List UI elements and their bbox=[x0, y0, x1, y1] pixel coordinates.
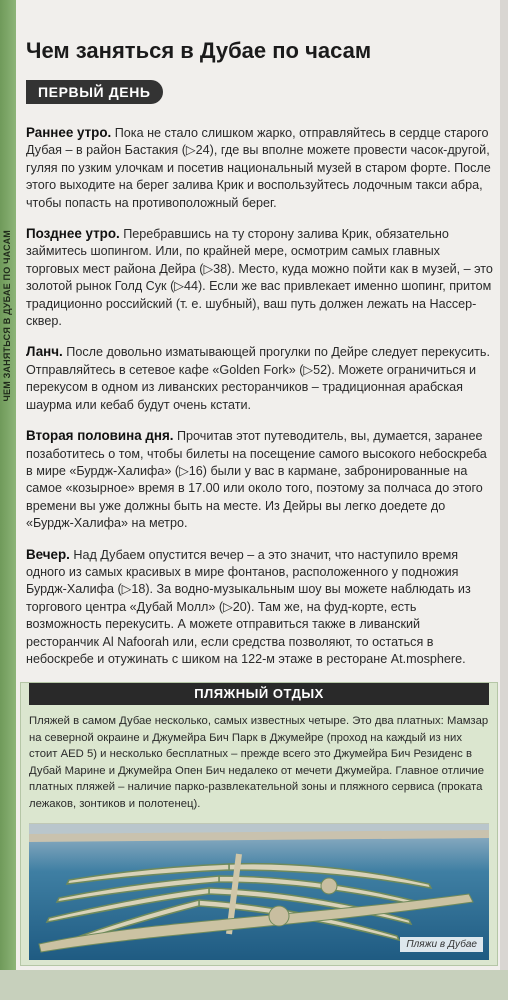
bottom-band bbox=[0, 970, 508, 1000]
palm-island-photo bbox=[29, 823, 489, 960]
page-title: Чем заняться в Дубае по часам bbox=[26, 38, 372, 63]
paragraph-heading: Вторая половина дня. bbox=[26, 428, 174, 444]
beach-sidebar bbox=[20, 682, 498, 966]
paragraph-early-morning bbox=[26, 124, 494, 212]
paragraph-text: Пока не стало слишком жарко, отправляйтесь в сердце старого Дубая – в район Бастакия (▷24), где вы вполне можете провести часок-другой, гуляя по узким улочкам и посетив национальный музей в старом форте. После этого выходите на берег залива Крик и воспользуйтесь лодочным такси абра, чтобы попасть на противоположный берег. bbox=[26, 126, 491, 210]
paragraph-text: После довольно изматывающей прогулки по Дейре следует перекусить. Отправляйтесь в сетевое кафе «Golden Fork» (▷52). Можете ограничиться и перекусом в одном из ливанских ресторанчиков – традиционная арабская шаурма или кебаб будут очень кстати. bbox=[26, 345, 490, 412]
paragraph-heading: Раннее утро. bbox=[26, 125, 112, 140]
day-badge: ПЕРВЫЙ ДЕНЬ bbox=[26, 80, 163, 104]
photo-caption: Пляжи в Дубае bbox=[400, 937, 483, 952]
paragraph-text: Прочитав этот путеводитель, вы, думается, заранее позаботитесь о том, чтобы билеты на посещение самого высокого небоскреба в мире «Бурдж-Халифа» (▷16) были у вас в кармане, забронированные на самое «козырное» время в 17.00 или около того, поэтому за полчаса до этого времени вы уже должны быть на месте. Из Дейры вы легко доедете до «Бурдж-Халифа» на метро. bbox=[26, 429, 487, 531]
paragraph-heading: Позднее утро. bbox=[26, 226, 120, 242]
paragraph-text: Над Дубаем опустится вечер – а это значит, что наступило время одного из самых красивых в мире фонтанов, расположенного у подножия Бурдж-Халифа (▷18). За водно-музыкальным шоу вы можете наблюдать из торгового центра «Дубай Молл» (▷20). Там же, на фуд-корте, есть возможность перекусить. А можете отправиться также в ливанский ресторанчик Al Nafoorah или, если средства позволяют, то остаться в небоскребе и отужинать с шиком на 122-м этаже в ресторане At.mosphere. bbox=[26, 547, 471, 666]
paragraph-evening bbox=[26, 546, 494, 669]
paragraph-heading: Ланч. bbox=[26, 344, 63, 360]
paragraph-heading: Вечер. bbox=[26, 546, 70, 562]
side-strip bbox=[0, 0, 16, 1000]
paragraph-late-morning bbox=[26, 225, 494, 330]
main-content bbox=[26, 124, 494, 681]
page bbox=[16, 0, 500, 1000]
side-strip-text: ЧЕМ ЗАНЯТЬСЯ В ДУБАЕ ПО ЧАСАМ bbox=[2, 230, 12, 402]
paragraph-text: Перебравшись на ту сторону залива Крик, обязательно займитесь шопингом. Или, по крайней мере, осмотрим самых главных торговых мест района Дейра (▷38). Место, куда можно пойти как в музей, – это золотой рынок Голд Сук (▷44). Если же вас привлекает именно шопинг, притом традиционно российский (т. е. шубный), ваш путь должен лежать на Нассер-сквер. bbox=[26, 227, 493, 329]
sidebar-text: Пляжей в самом Дубае несколько, самых известных четыре. Это два платных: Мамзар на северной окраине и Джумейра Бич Парк в Джумейре (проход на каждый из них стоит AED 5) и несколько бесплатных – прежде всего это Джумейра Бич Резиденс в Дубай Марине и Джумейра Опен Бич недалеко от мечети Джумейра. Главное отличие платных пляжей – наличие парко-развлекательной зоны и пляжного сервиса (проката лежаков, зонтиков и полотенец). bbox=[29, 715, 489, 810]
sidebar-title: ПЛЯЖНЫЙ ОТДЫХ bbox=[29, 683, 489, 705]
paragraph-afternoon bbox=[26, 427, 494, 532]
paragraph-lunch bbox=[26, 343, 494, 414]
